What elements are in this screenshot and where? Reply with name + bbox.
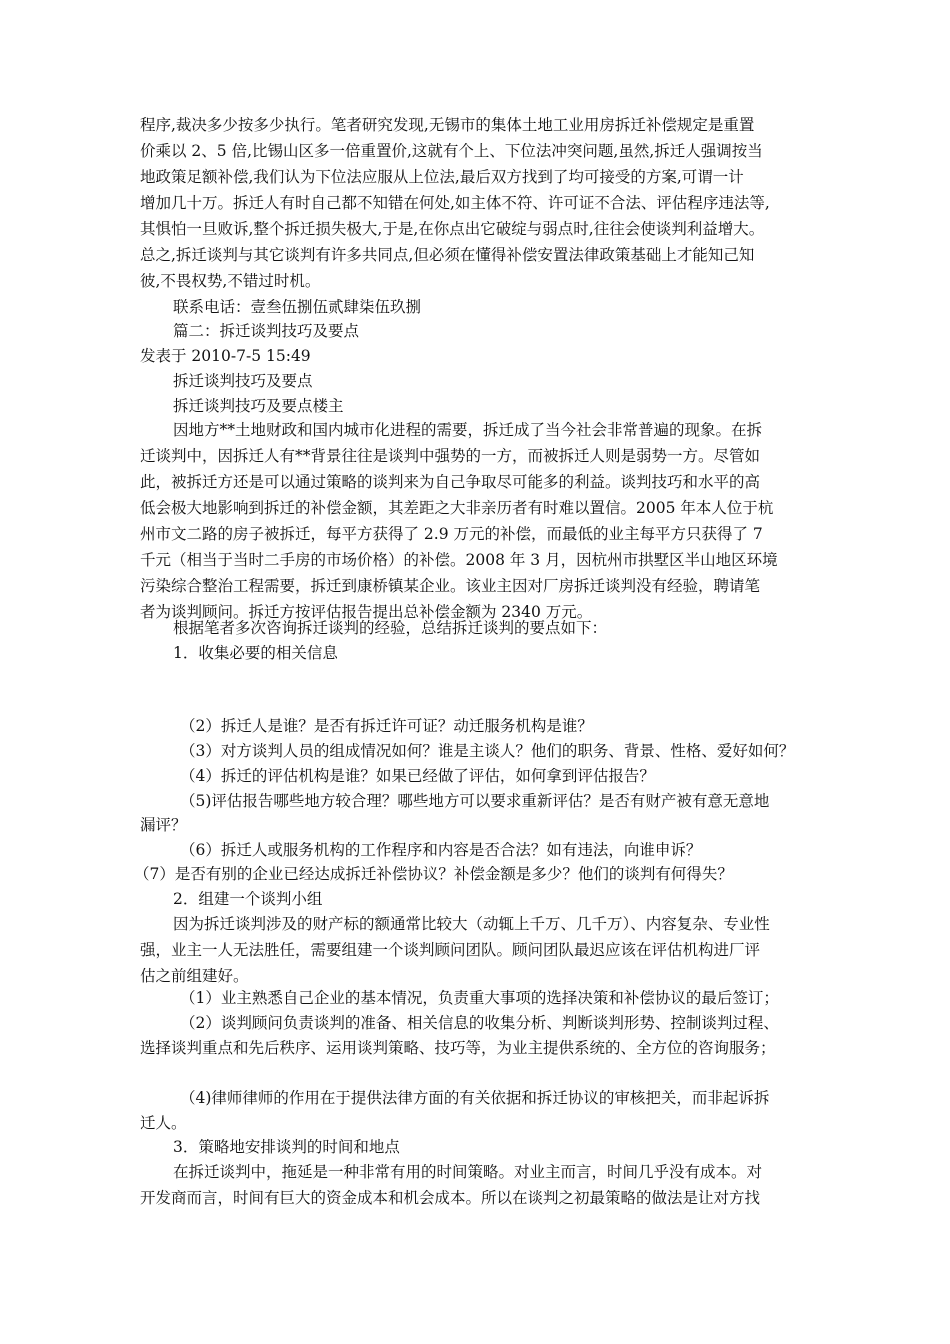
text-line: 低会极大地影响到拆迁的补偿金额，其差距之大非亲历者有时难以置信。2005 年本人位于杭 xyxy=(140,499,774,517)
list-item: （6）拆迁人或服务机构的工作程序和内容是否合法？如有违法，向谁申诉？ xyxy=(180,841,702,859)
paragraph-timing xyxy=(140,1159,815,1211)
paragraph-conclusion xyxy=(140,112,815,294)
heading-point-1: 1．收集必要的相关信息 xyxy=(173,644,338,662)
text-line: 此，被拆迁方还是可以通过策略的谈判来为自己争取尽可能多的利益。谈判技巧和水平的高 xyxy=(140,473,761,491)
text-line: 程序,裁决多少按多少执行。笔者研究发现,无锡市的集体土地工业用房拆迁补偿规定是重置 xyxy=(140,116,755,134)
list-item-continued: 漏评？ xyxy=(140,816,187,834)
article-subtitle: 拆迁谈判技巧及要点楼主 xyxy=(173,397,344,415)
list-item: （2）拆迁人是谁？是否有拆迁许可证？动迁服务机构是谁？ xyxy=(180,717,593,735)
post-date: 发表于 2010-7-5 15:49 xyxy=(140,347,311,365)
text-line: 总之,拆迁谈判与其它谈判有许多共同点,但必须在懂得补偿安置法律政策基础上才能知己知 xyxy=(140,246,755,264)
list-item: （7）是否有别的企业已经达成拆迁补偿协议？补偿金额是多少？他们的谈判有何得失？ xyxy=(134,865,733,883)
text-line: 因为拆迁谈判涉及的财产标的额通常比较大（动辄上千万、几千万）、内容复杂、专业性 xyxy=(173,915,770,933)
text-line: 迁谈判中，因拆迁人有**背景往往是谈判中强势的一方，而被拆迁人则是弱势一方。尽管如 xyxy=(140,447,761,465)
list-item-continued: 迁人。 xyxy=(140,1114,187,1132)
list-item: （1）业主熟悉自己企业的基本情况，负责重大事项的选择决策和补偿协议的最后签订； xyxy=(180,989,779,1007)
text-line: 强，业主一人无法胜任，需要组建一个谈判顾问团队。顾问团队最迟应该在评估机构进厂评 xyxy=(140,941,761,959)
section-heading: 篇二：拆迁谈判技巧及要点 xyxy=(173,322,360,340)
text-line: 估之前组建好。 xyxy=(140,967,249,985)
article-title: 拆迁谈判技巧及要点 xyxy=(173,372,313,390)
text-line: 因地方**土地财政和国内城市化进程的需要，拆迁成了当今社会非常普遍的现象。在拆 xyxy=(173,421,763,439)
list-item: （2）谈判顾问负责谈判的准备、相关信息的收集分析、判断谈判形势、控制谈判过程、 xyxy=(180,1014,779,1032)
list-item: （4)律师律师的作用在于提供法律方面的有关依据和拆迁协议的审核把关，而非起诉拆 xyxy=(180,1089,770,1107)
heading-point-3: 3．策略地安排谈判的时间和地点 xyxy=(173,1138,400,1156)
text-line: 增加几十万。拆迁人有时自己都不知错在何处,如主体不符、许可证不合法、评估程序违法等, xyxy=(140,194,770,212)
list-item-continued: 选择谈判重点和先后秩序、运用谈判策略、技巧等，为业主提供系统的、全方位的咨询服务； xyxy=(140,1039,776,1057)
paragraph-team xyxy=(140,911,815,989)
contact-phone: 联系电话：壹叁伍捌伍贰肆柒伍玖捌 xyxy=(173,298,422,316)
list-item: （4）拆迁的评估机构是谁？如果已经做了评估，如何拿到评估报告？ xyxy=(180,767,655,785)
text-line: 在拆迁谈判中，拖延是一种非常有用的时间策略。对业主而言，时间几乎没有成本。对 xyxy=(173,1163,763,1181)
text-line: 者为谈判顾问。拆迁方按评估报告提出总补偿金额为 2340 万元。 xyxy=(140,603,593,621)
text-line: 州市文二路的房子被拆迁，每平方获得了 2.9 万元的补偿，而最低的业主每平方只获得了 7 xyxy=(140,525,763,543)
paragraph-intro xyxy=(140,417,815,625)
text-line: 其惧怕一旦败诉,整个拆迁损失极大,于是,在你点出它破绽与弱点时,往往会使谈判利益增大。 xyxy=(140,220,765,238)
text-line: 千元（相当于当时二手房的市场价格）的补偿。2008 年 3 月，因杭州市拱墅区半山地区环境 xyxy=(140,551,778,569)
text-line: 价乘以 2、5 倍,比锡山区多一倍重置价,这就有个上、下位法冲突问题,虽然,拆迁人强调按当 xyxy=(140,142,763,160)
text-line: 地政策足额补偿,我们认为下位法应服从上位法,最后双方找到了均可接受的方案,可谓一计 xyxy=(140,168,744,186)
text-line: 开发商而言，时间有巨大的资金成本和机会成本。所以在谈判之初最策略的做法是让对方找 xyxy=(140,1189,761,1207)
heading-point-2: 2．组建一个谈判小组 xyxy=(173,890,323,908)
summary-intro: 根据笔者多次咨询拆迁谈判的经验，总结拆迁谈判的要点如下： xyxy=(173,619,608,637)
text-line: 彼,不畏权势,不错过时机。 xyxy=(140,272,321,290)
text-line: 污染综合整治工程需要，拆迁到康桥镇某企业。该业主因对厂房拆迁谈判没有经验，聘请笔 xyxy=(140,577,761,595)
list-item: （5)评估报告哪些地方较合理？哪些地方可以要求重新评估？是否有财产被有意无意地 xyxy=(180,792,770,810)
list-item: （3）对方谈判人员的组成情况如何？谁是主谈人？他们的职务、背景、性格、爱好如何？ xyxy=(180,742,795,760)
